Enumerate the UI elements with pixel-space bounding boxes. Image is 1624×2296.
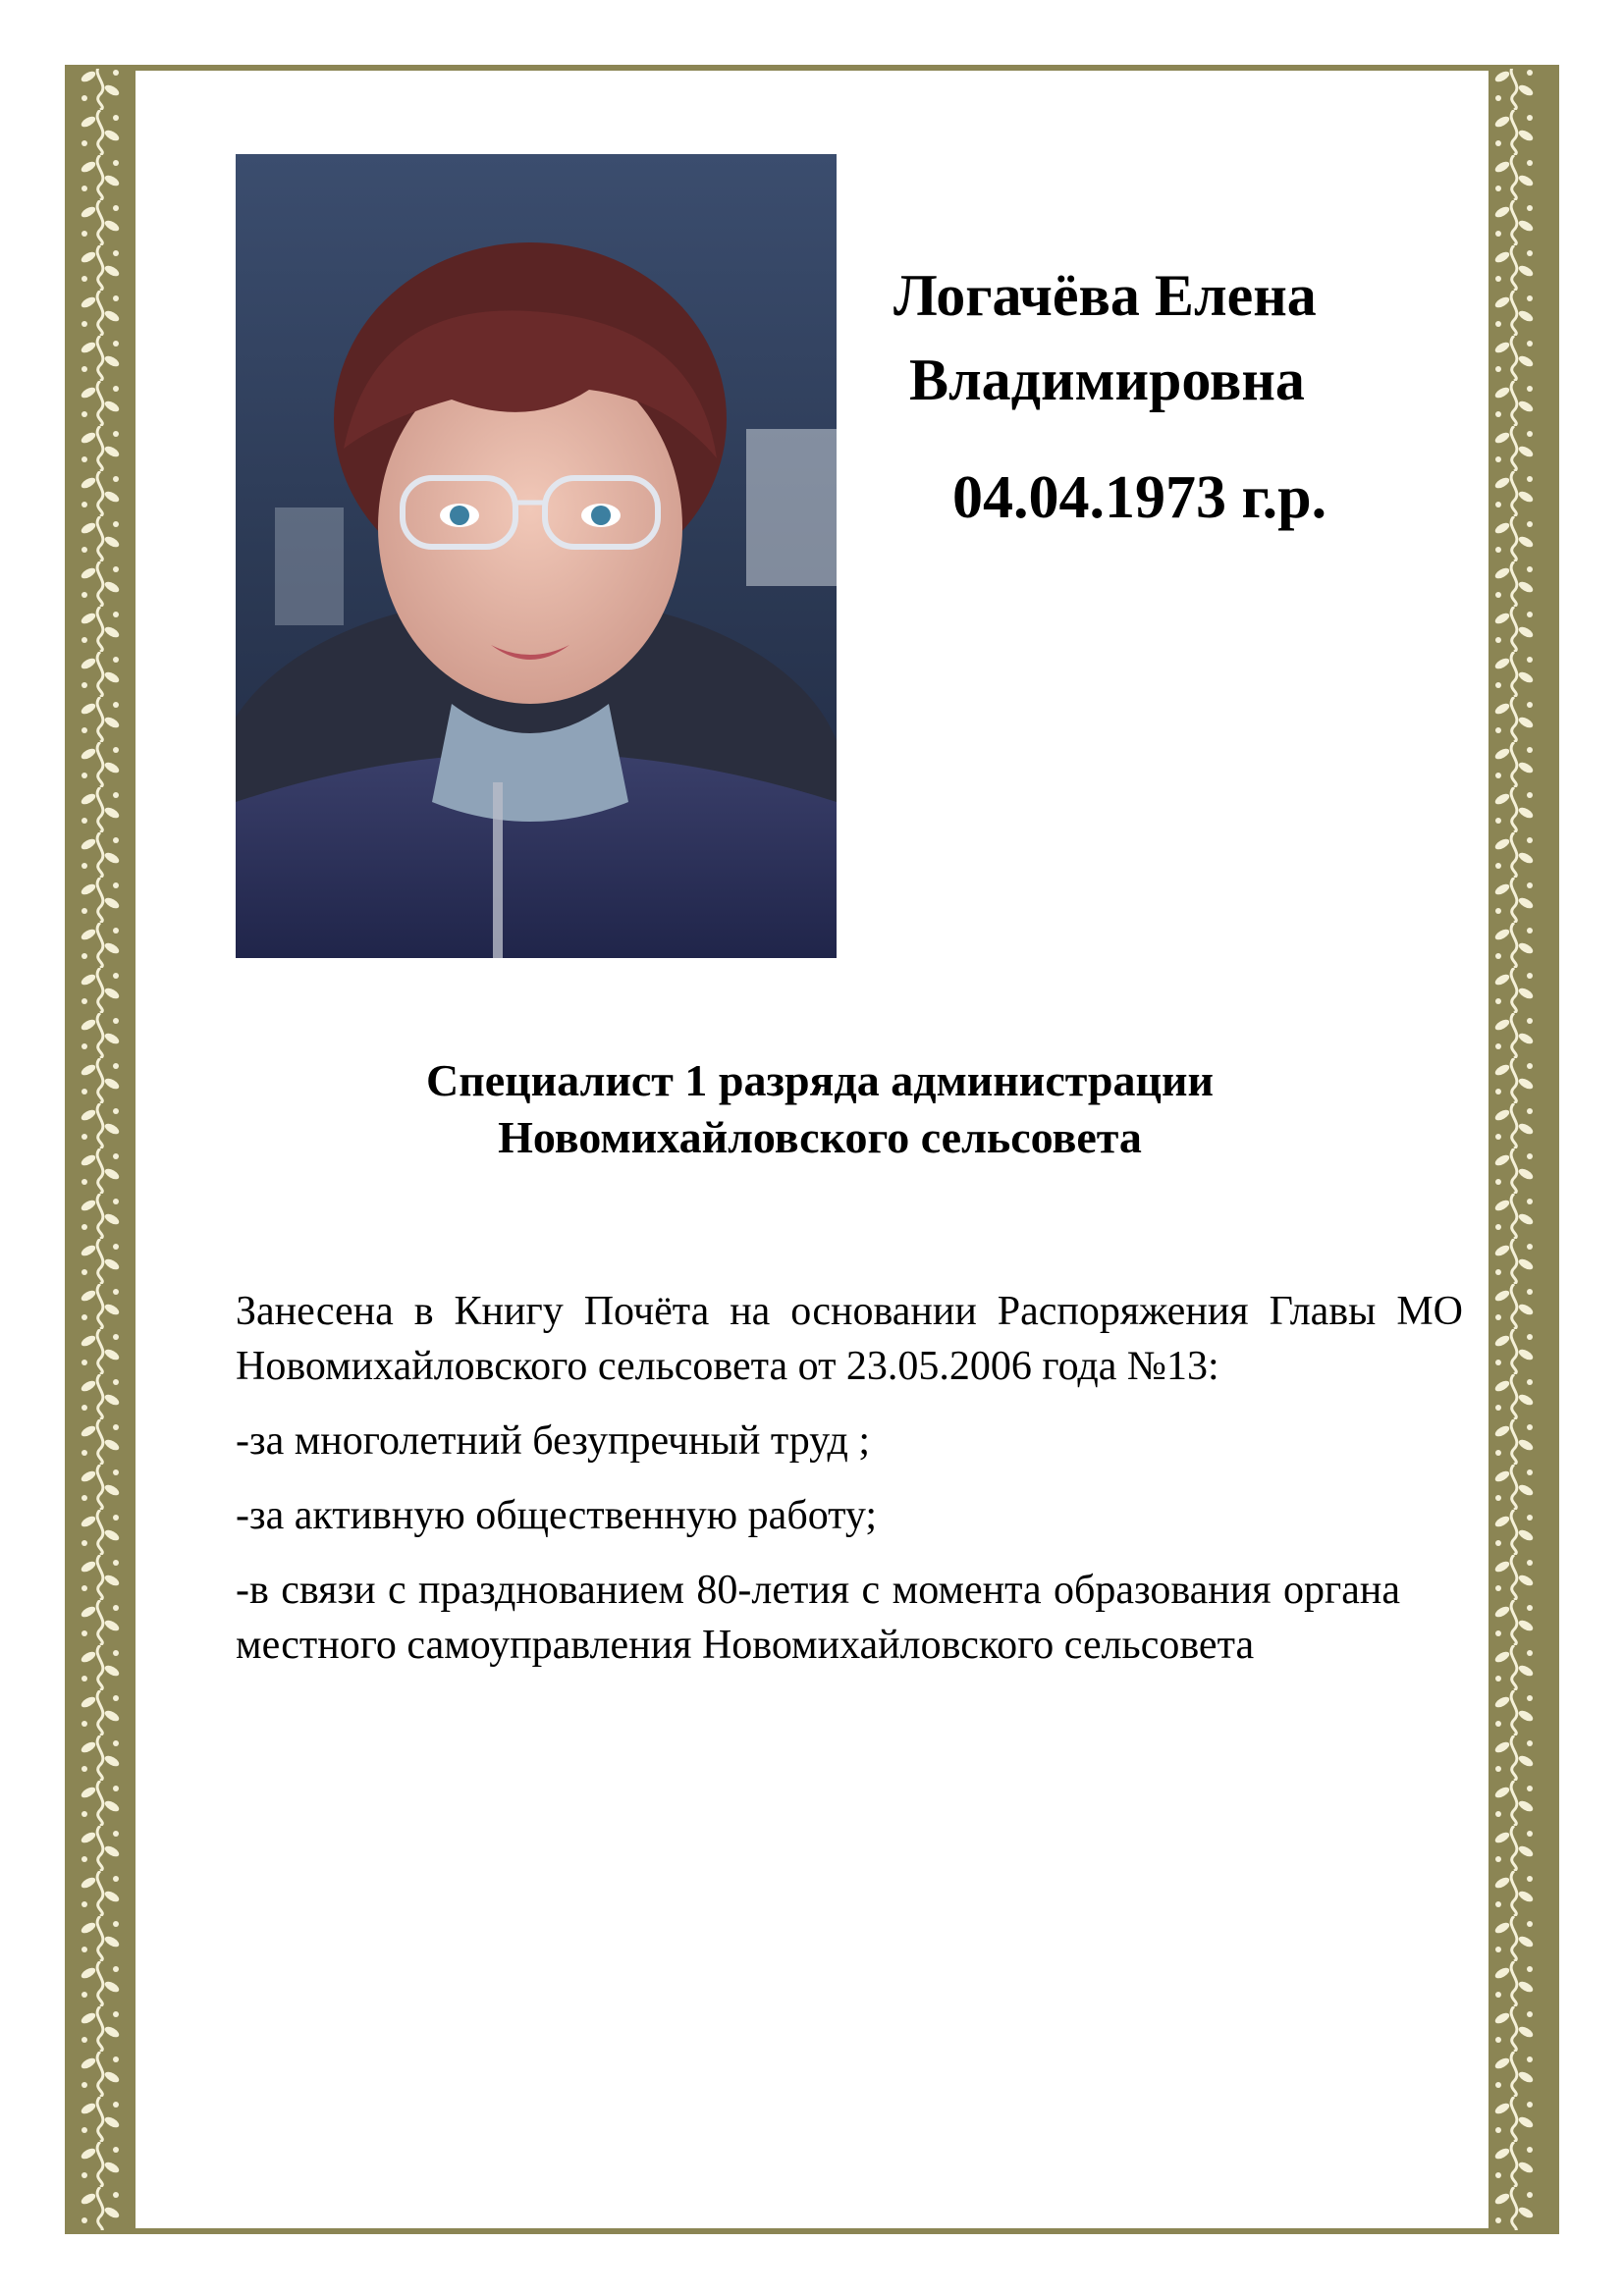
award-reason-2: -за активную общественную работу;	[236, 1493, 878, 1538]
person-birth-date: 04.04.1973 г.р.	[952, 464, 1327, 531]
person-name-line1: Логачёва Елена	[893, 263, 1317, 328]
award-reason-1: -за многолетний безупречный труд ;	[236, 1418, 871, 1464]
position-line1: Специалист 1 разряда администрации	[426, 1055, 1214, 1105]
person-position	[236, 1052, 1404, 1166]
position-line2: Новомихайловского сельсовета	[498, 1112, 1142, 1162]
portrait-photo	[236, 154, 837, 958]
person-name-line2: Владимировна	[909, 347, 1305, 412]
award-text	[236, 1284, 1463, 1692]
award-intro: Занесена в Книгу Почёта на основании Распоряжения Главы МО Новомихайловского сельсовета от 23.05.2006 года №13:	[236, 1289, 1463, 1389]
award-reason-3: -в связи с празднованием 80-летия с момента образования органа местного самоуправления Новомихайловского сельсовета	[236, 1568, 1400, 1668]
portrait-image-icon	[236, 154, 837, 958]
